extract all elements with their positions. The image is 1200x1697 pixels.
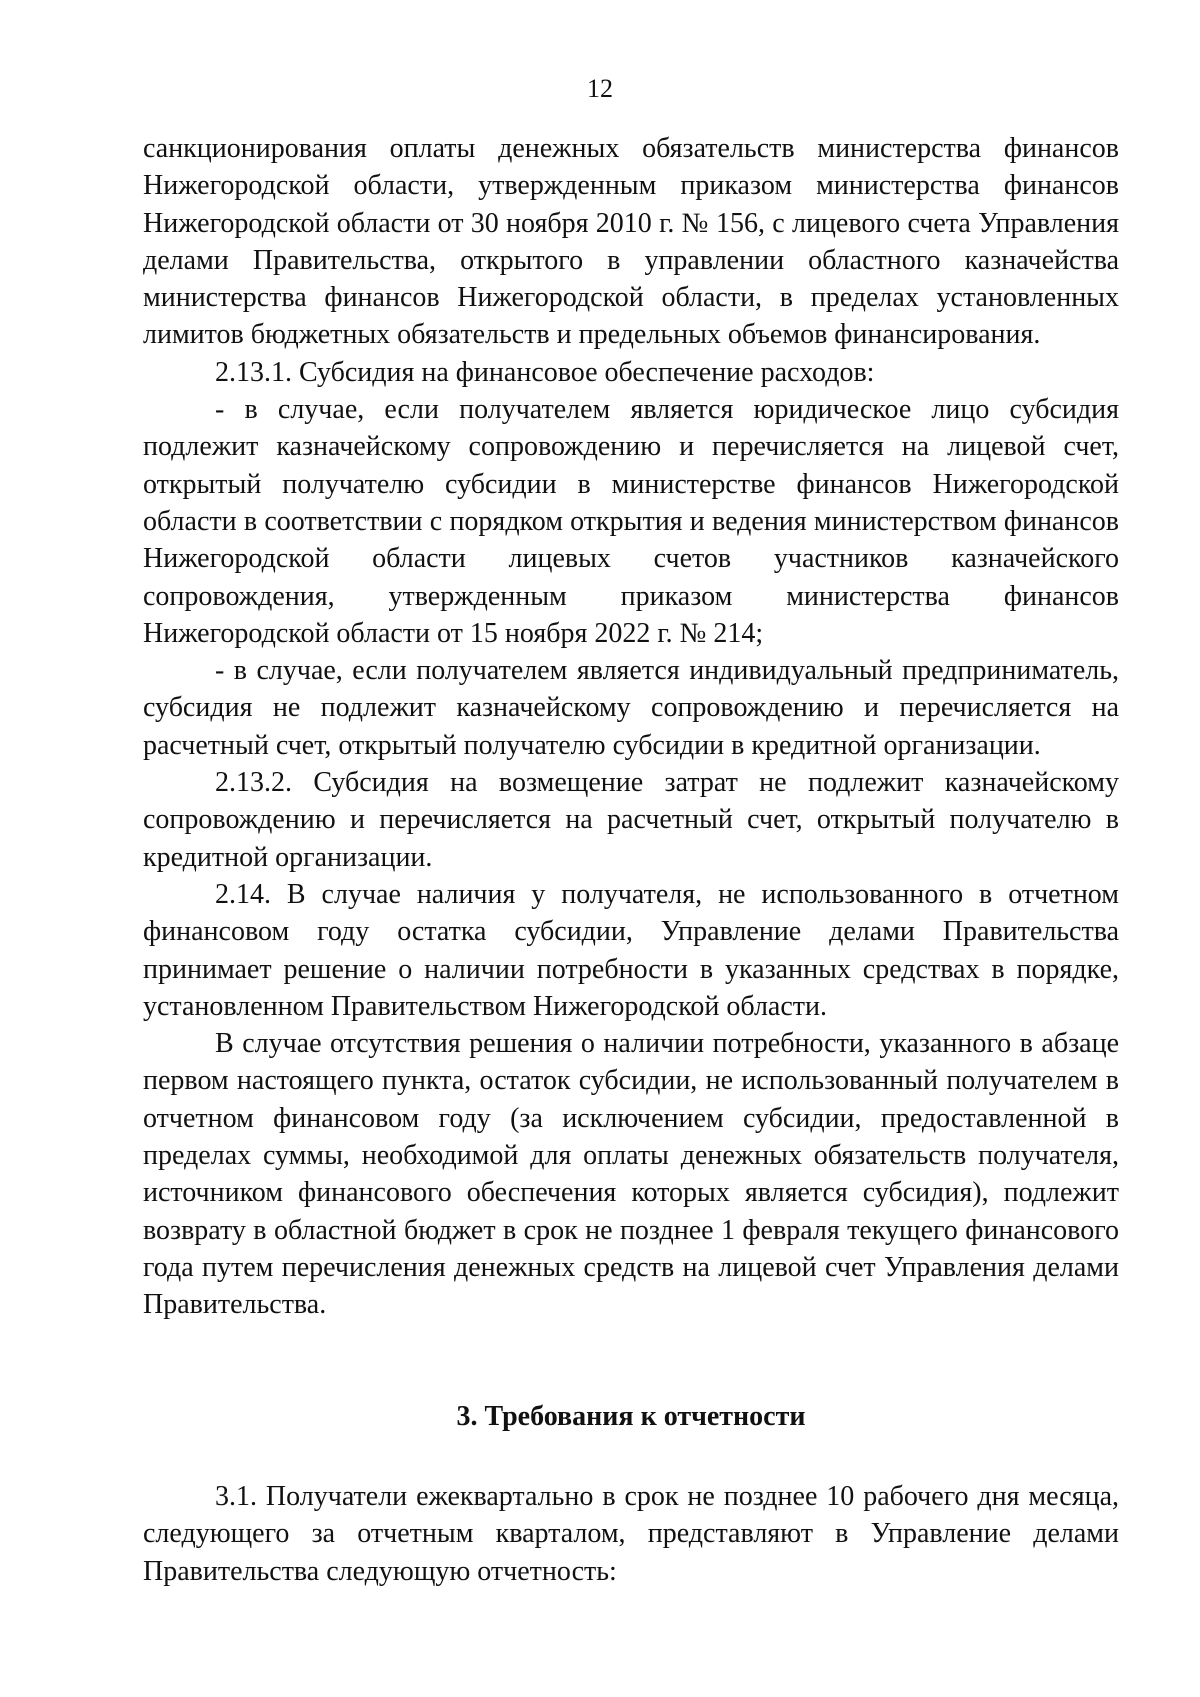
paragraph-legal-entity: - в случае, если получателем является юридическое лицо субсидия подлежит казначейскому сопровождению и перечисляется на лицевой счет, открытый получателю субсидии в министерстве финансов Нижегородской области в соответствии с порядком открытия и ведения министерством финансов Нижегородской области лицевых счетов участников казначейского сопровождения, утвержденным приказом министерства финансов Нижегородской области от 15 ноября 2022 г. № 214; xyxy=(143,394,1119,649)
paragraph-continuation: санкционирования оплаты денежных обязательств министерства финансов Нижегородской области, утвержденным приказом министерства финансов Нижегородской области от 30 ноября 2010 г. № 156, с лицевого счета Управления делами Правительства, открытого в управлении областного казначейства министерства финансов Нижегородской области, в пределах установленных лимитов бюджетных обязательств и предельных объемов финансирования. xyxy=(143,133,1119,351)
section-3-body xyxy=(143,1478,1119,1590)
paragraph-individual-entrepreneur: - в случае, если получателем является индивидуальный предприниматель, субсидия не подлежит казначейскому сопровождению и перечисляется на расчетный счет, открытый получателю субсидии в кредитной организации. xyxy=(143,655,1119,761)
document-body xyxy=(143,130,1119,1324)
page-number: 12 xyxy=(587,74,613,103)
paragraph-2-13-2: 2.13.2. Субсидия на возмещение затрат не подлежит казначейскому сопровождению и перечисляется на расчетный счет, открытый получателю в кредитной организации. xyxy=(143,767,1119,873)
paragraph-3-1: 3.1. Получатели ежеквартально в срок не позднее 10 рабочего дня месяца, следующего за отчетным кварталом, представляют в Управление делами Правительства следующую отчетность: xyxy=(143,1481,1119,1587)
paragraph-no-decision: В случае отсутствия решения о наличии потребности, указанного в абзаце первом настоящего пункта, остаток субсидии, не использованный получателем в отчетном финансовом году (за исключением субсидии, предоставленной в пределах суммы, необходимой для оплаты денежных обязательств получателя, источником финансового обеспечения которых является субсидия), подлежит возврату в областной бюджет в срок не позднее 1 февраля текущего финансового года путем перечисления денежных средств на лицевой счет Управления делами Правительства. xyxy=(143,1028,1119,1321)
paragraph-2-13-1: 2.13.1. Субсидия на финансовое обеспечение расходов: xyxy=(215,356,875,388)
paragraph-2-14: 2.14. В случае наличия у получателя, не использованного в отчетном финансовом году остатка субсидии, Управление делами Правительства принимает решение о наличии потребности в указанных средствах в порядке, установленном Правительством Нижегородской области. xyxy=(143,878,1119,1022)
section-heading: 3. Требования к отчетности xyxy=(456,1401,806,1432)
